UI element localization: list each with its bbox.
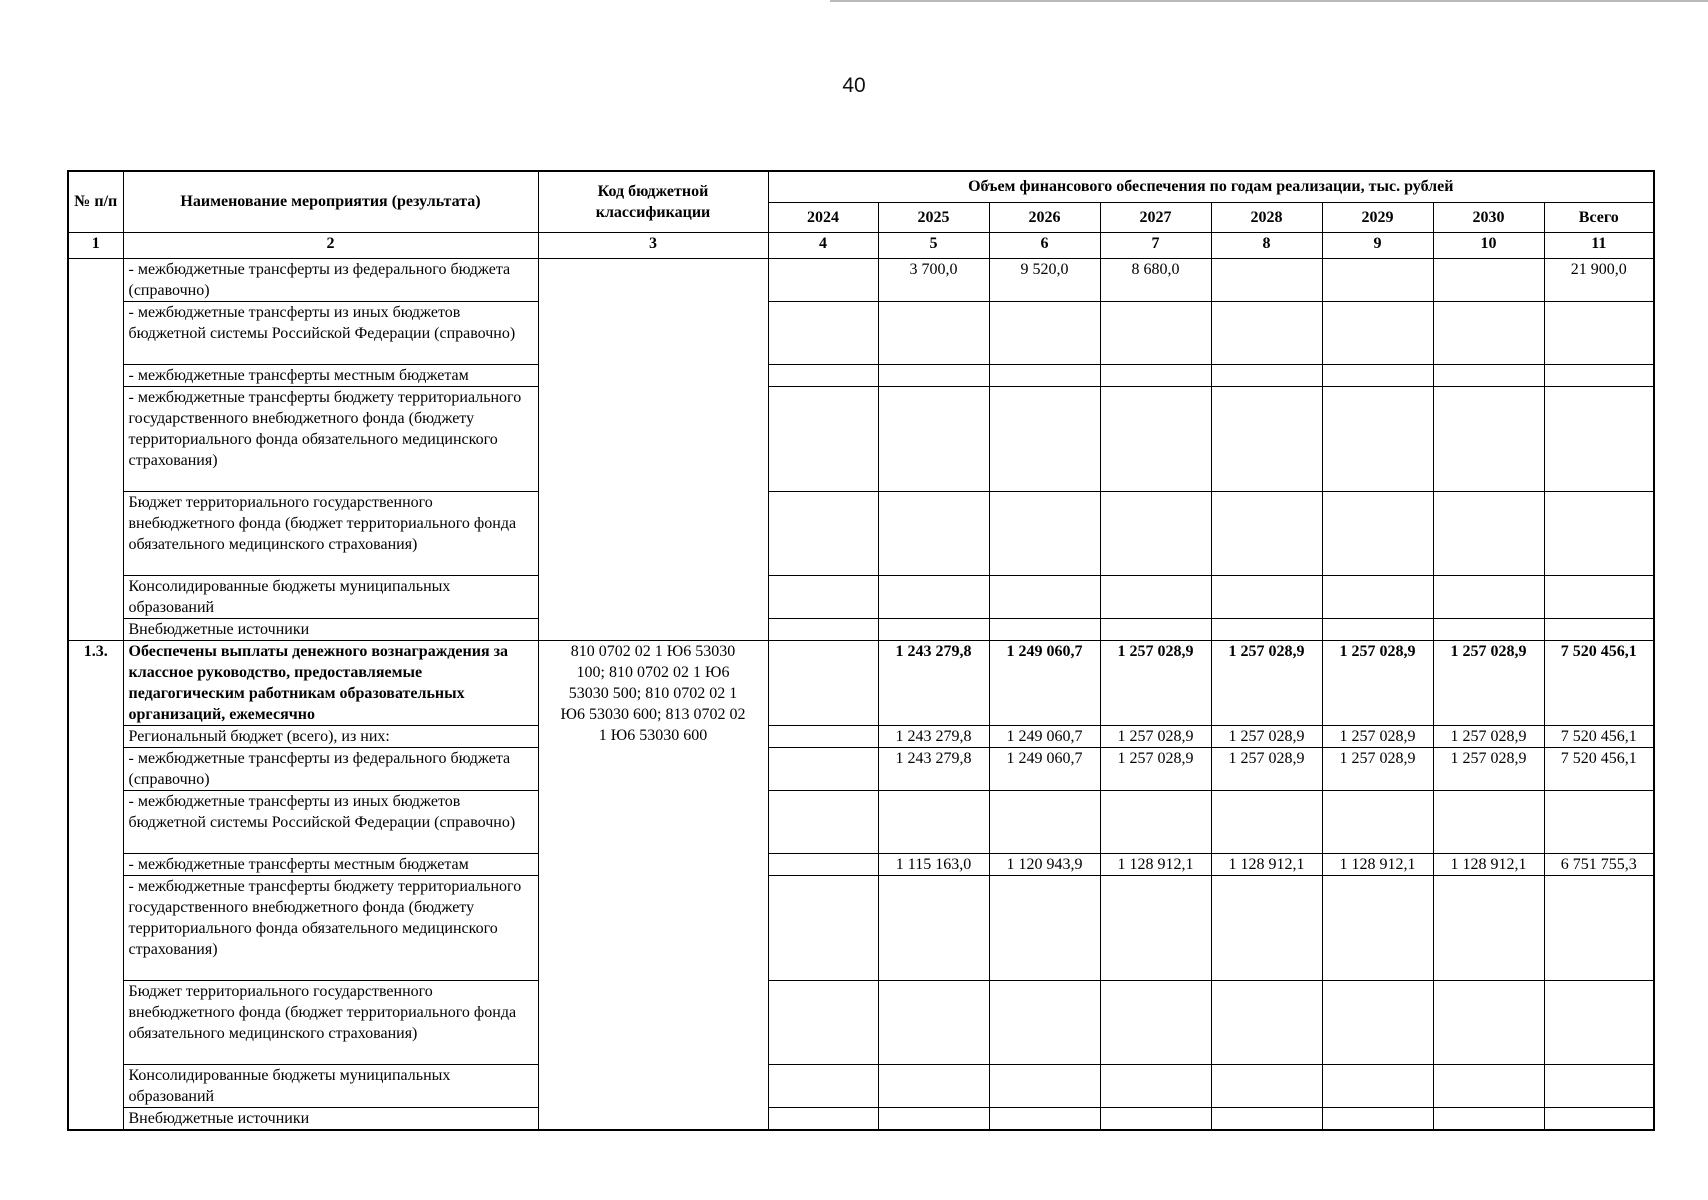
total-value-cell: 7 520 456,1 (1544, 747, 1654, 790)
column-number: 11 (1544, 232, 1654, 258)
page-number: 40 (842, 74, 866, 97)
total-value-cell (1544, 386, 1654, 491)
year-value-cell (1100, 491, 1211, 575)
column-number: 7 (1100, 232, 1211, 258)
year-value-cell (878, 491, 989, 575)
measure-name-cell: - межбюджетные трансферты бюджету территориального государственного внебюджетного фонда (бюджету территориального фонда обязательного медицинского страхования) (123, 875, 538, 980)
table-row (68, 386, 1654, 491)
table-row (68, 725, 1654, 747)
measure-name-cell: Региональный бюджет (всего), из них: (123, 725, 538, 747)
year-value-cell: 1 257 028,9 (1433, 725, 1544, 747)
year-value-cell: 1 257 028,9 (1100, 640, 1211, 725)
year-value-cell (1211, 1107, 1322, 1130)
total-value-cell (1544, 1064, 1654, 1107)
total-value-cell: 7 520 456,1 (1544, 640, 1654, 725)
year-value-cell (1100, 980, 1211, 1064)
year-value-cell (768, 364, 878, 386)
year-value-cell (878, 301, 989, 364)
table-row (68, 364, 1654, 386)
year-value-cell (768, 853, 878, 875)
year-value-cell (878, 980, 989, 1064)
year-value-cell (1100, 1064, 1211, 1107)
year-value-cell (1100, 790, 1211, 853)
total-value-cell (1544, 491, 1654, 575)
scan-edge-line (830, 0, 1708, 2)
column-number: 3 (538, 232, 768, 258)
measure-name-cell: Внебюджетные источники (123, 1107, 538, 1130)
year-value-cell: 1 128 912,1 (1100, 853, 1211, 875)
year-value-cell (1433, 491, 1544, 575)
year-value-cell (1211, 575, 1322, 618)
year-value-cell (1211, 258, 1322, 301)
year-value-cell (1100, 618, 1211, 640)
year-value-cell (989, 575, 1100, 618)
header-code: Код бюджетной классификации (538, 171, 768, 232)
year-value-cell (1100, 301, 1211, 364)
year-value-cell (1211, 980, 1322, 1064)
year-value-cell: 9 520,0 (989, 258, 1100, 301)
year-value-cell (878, 386, 989, 491)
budget-code-cell: 810 0702 02 1 Ю6 53030 100; 810 0702 02 1 Ю6 53030 500; 810 0702 02 1 Ю6 53030 600; 813 0702 02 1 Ю6 53030 600 (538, 640, 768, 1130)
header-total: Всего (1544, 202, 1654, 232)
header-name: Наименование мероприятия (результата) (123, 171, 538, 232)
table-body (68, 258, 1654, 1130)
year-value-cell: 1 257 028,9 (1322, 747, 1433, 790)
measure-name-cell: - межбюджетные трансферты местным бюджетам (123, 364, 538, 386)
year-value-cell (878, 364, 989, 386)
column-number: 4 (768, 232, 878, 258)
total-value-cell (1544, 364, 1654, 386)
total-value-cell (1544, 1107, 1654, 1130)
year-value-cell (989, 1064, 1100, 1107)
measure-name-cell: - межбюджетные трансферты из иных бюджетов бюджетной системы Российской Федерации (справочно) (123, 790, 538, 853)
measure-name-cell: Внебюджетные источники (123, 618, 538, 640)
column-number: 2 (123, 232, 538, 258)
year-value-cell (1322, 386, 1433, 491)
year-value-cell (1433, 258, 1544, 301)
table-row (68, 747, 1654, 790)
year-value-cell (768, 640, 878, 725)
header-year: 2024 (768, 202, 878, 232)
year-value-cell: 8 680,0 (1100, 258, 1211, 301)
year-value-cell (1211, 790, 1322, 853)
year-value-cell (1211, 301, 1322, 364)
header-row-1 (68, 171, 1654, 202)
measure-name-cell: Консолидированные бюджеты муниципальных образований (123, 575, 538, 618)
year-value-cell (989, 875, 1100, 980)
total-value-cell: 6 751 755,3 (1544, 853, 1654, 875)
year-value-cell (1433, 790, 1544, 853)
table-row (68, 640, 1654, 725)
year-value-cell (878, 790, 989, 853)
year-value-cell (989, 301, 1100, 364)
measure-name-cell: - межбюджетные трансферты местным бюджетам (123, 853, 538, 875)
year-value-cell: 1 257 028,9 (1211, 725, 1322, 747)
year-value-cell (1322, 491, 1433, 575)
table-row (68, 575, 1654, 618)
year-value-cell (1322, 301, 1433, 364)
year-value-cell (989, 491, 1100, 575)
year-value-cell: 1 243 279,8 (878, 725, 989, 747)
measure-name-cell: - межбюджетные трансферты из иных бюджетов бюджетной системы Российской Федерации (справочно) (123, 301, 538, 364)
year-value-cell (1322, 980, 1433, 1064)
year-value-cell (1100, 386, 1211, 491)
year-value-cell (878, 1064, 989, 1107)
budget-code-cell (538, 258, 768, 640)
header-year: 2030 (1433, 202, 1544, 232)
year-value-cell (768, 618, 878, 640)
year-value-cell: 1 249 060,7 (989, 725, 1100, 747)
year-value-cell (768, 790, 878, 853)
year-value-cell (1322, 575, 1433, 618)
year-value-cell (989, 1107, 1100, 1130)
year-value-cell (878, 875, 989, 980)
row-number-cell (68, 258, 123, 640)
year-value-cell (768, 491, 878, 575)
year-value-cell (768, 747, 878, 790)
table-row (68, 980, 1654, 1064)
year-value-cell: 1 115 163,0 (878, 853, 989, 875)
header-no: № п/п (68, 171, 123, 232)
column-number: 1 (68, 232, 123, 258)
year-value-cell (1100, 1107, 1211, 1130)
header-year: 2029 (1322, 202, 1433, 232)
year-value-cell (1211, 364, 1322, 386)
year-value-cell (989, 980, 1100, 1064)
table-row (68, 491, 1654, 575)
year-value-cell (1433, 1064, 1544, 1107)
measure-name-cell: - межбюджетные трансферты из федерального бюджета (справочно) (123, 747, 538, 790)
year-value-cell (1322, 618, 1433, 640)
table-row (68, 875, 1654, 980)
year-value-cell (1100, 875, 1211, 980)
year-value-cell (989, 364, 1100, 386)
year-value-cell (1433, 301, 1544, 364)
year-value-cell (1433, 875, 1544, 980)
measure-name-cell: - межбюджетные трансферты из федерального бюджета (справочно) (123, 258, 538, 301)
year-value-cell (1322, 364, 1433, 386)
year-value-cell: 1 120 943,9 (989, 853, 1100, 875)
year-value-cell: 1 257 028,9 (1322, 725, 1433, 747)
year-value-cell: 3 700,0 (878, 258, 989, 301)
year-value-cell (878, 575, 989, 618)
year-value-cell (1322, 790, 1433, 853)
year-value-cell: 1 128 912,1 (1211, 853, 1322, 875)
table-row (68, 618, 1654, 640)
year-value-cell (1100, 364, 1211, 386)
year-value-cell (1433, 364, 1544, 386)
year-value-cell (1322, 258, 1433, 301)
year-value-cell (878, 618, 989, 640)
total-value-cell (1544, 875, 1654, 980)
year-value-cell (989, 618, 1100, 640)
year-value-cell (1433, 1107, 1544, 1130)
year-value-cell (768, 575, 878, 618)
year-value-cell (1433, 618, 1544, 640)
measure-name-cell: Бюджет территориального государственного внебюджетного фонда (бюджет территориального фонда обязательного медицинского страхования) (123, 491, 538, 575)
column-number: 9 (1322, 232, 1433, 258)
year-value-cell (1322, 1064, 1433, 1107)
year-value-cell (768, 980, 878, 1064)
year-value-cell (1433, 980, 1544, 1064)
year-value-cell (1211, 875, 1322, 980)
year-value-cell (768, 301, 878, 364)
year-value-cell (1433, 575, 1544, 618)
year-value-cell (1433, 386, 1544, 491)
year-value-cell (1322, 875, 1433, 980)
table-row (68, 1107, 1654, 1130)
year-value-cell (989, 386, 1100, 491)
total-value-cell (1544, 980, 1654, 1064)
header-year: 2026 (989, 202, 1100, 232)
column-number: 8 (1211, 232, 1322, 258)
column-number: 5 (878, 232, 989, 258)
year-value-cell: 1 257 028,9 (1100, 747, 1211, 790)
year-value-cell: 1 257 028,9 (1433, 747, 1544, 790)
year-value-cell (768, 1064, 878, 1107)
total-value-cell: 7 520 456,1 (1544, 725, 1654, 747)
year-value-cell: 1 128 912,1 (1433, 853, 1544, 875)
year-value-cell (1211, 1064, 1322, 1107)
year-value-cell: 1 257 028,9 (1433, 640, 1544, 725)
measure-name-cell: Бюджет территориального государственного внебюджетного фонда (бюджет территориального фонда обязательного медицинского страхования) (123, 980, 538, 1064)
year-value-cell (1100, 575, 1211, 618)
table-row (68, 1064, 1654, 1107)
year-value-cell: 1 128 912,1 (1322, 853, 1433, 875)
year-value-cell: 1 257 028,9 (1100, 725, 1211, 747)
header-funding: Объем финансового обеспечения по годам реализации, тыс. рублей (768, 171, 1654, 202)
table-row (68, 790, 1654, 853)
year-value-cell: 1 249 060,7 (989, 747, 1100, 790)
year-value-cell (768, 386, 878, 491)
total-value-cell: 21 900,0 (1544, 258, 1654, 301)
column-numbers-row (68, 232, 1654, 258)
column-number: 6 (989, 232, 1100, 258)
table-row (68, 301, 1654, 364)
year-value-cell (1211, 386, 1322, 491)
year-value-cell (768, 725, 878, 747)
header-year: 2027 (1100, 202, 1211, 232)
measure-name-cell: - межбюджетные трансферты бюджету территориального государственного внебюджетного фонда (бюджету территориального фонда обязательного медицинского страхования) (123, 386, 538, 491)
budget-table (67, 170, 1655, 1131)
year-value-cell (768, 875, 878, 980)
table-row (68, 258, 1654, 301)
total-value-cell (1544, 301, 1654, 364)
year-value-cell (768, 258, 878, 301)
row-number-cell: 1.3. (68, 640, 123, 1130)
year-value-cell: 1 249 060,7 (989, 640, 1100, 725)
year-value-cell: 1 257 028,9 (1322, 640, 1433, 725)
year-value-cell: 1 257 028,9 (1211, 747, 1322, 790)
year-value-cell (1211, 491, 1322, 575)
measure-name-cell: Консолидированные бюджеты муниципальных образований (123, 1064, 538, 1107)
measure-name-cell: Обеспечены выплаты денежного вознаграждения за классное руководство, предоставляемые педагогическим работникам образовательных организаций, ежемесячно (123, 640, 538, 725)
year-value-cell (1211, 618, 1322, 640)
table-row (68, 853, 1654, 875)
total-value-cell (1544, 618, 1654, 640)
header-year: 2025 (878, 202, 989, 232)
year-value-cell (878, 1107, 989, 1130)
header-year: 2028 (1211, 202, 1322, 232)
year-value-cell (1322, 1107, 1433, 1130)
total-value-cell (1544, 575, 1654, 618)
year-value-cell: 1 257 028,9 (1211, 640, 1322, 725)
year-value-cell (989, 790, 1100, 853)
column-number: 10 (1433, 232, 1544, 258)
total-value-cell (1544, 790, 1654, 853)
year-value-cell: 1 243 279,8 (878, 747, 989, 790)
year-value-cell: 1 243 279,8 (878, 640, 989, 725)
year-value-cell (768, 1107, 878, 1130)
